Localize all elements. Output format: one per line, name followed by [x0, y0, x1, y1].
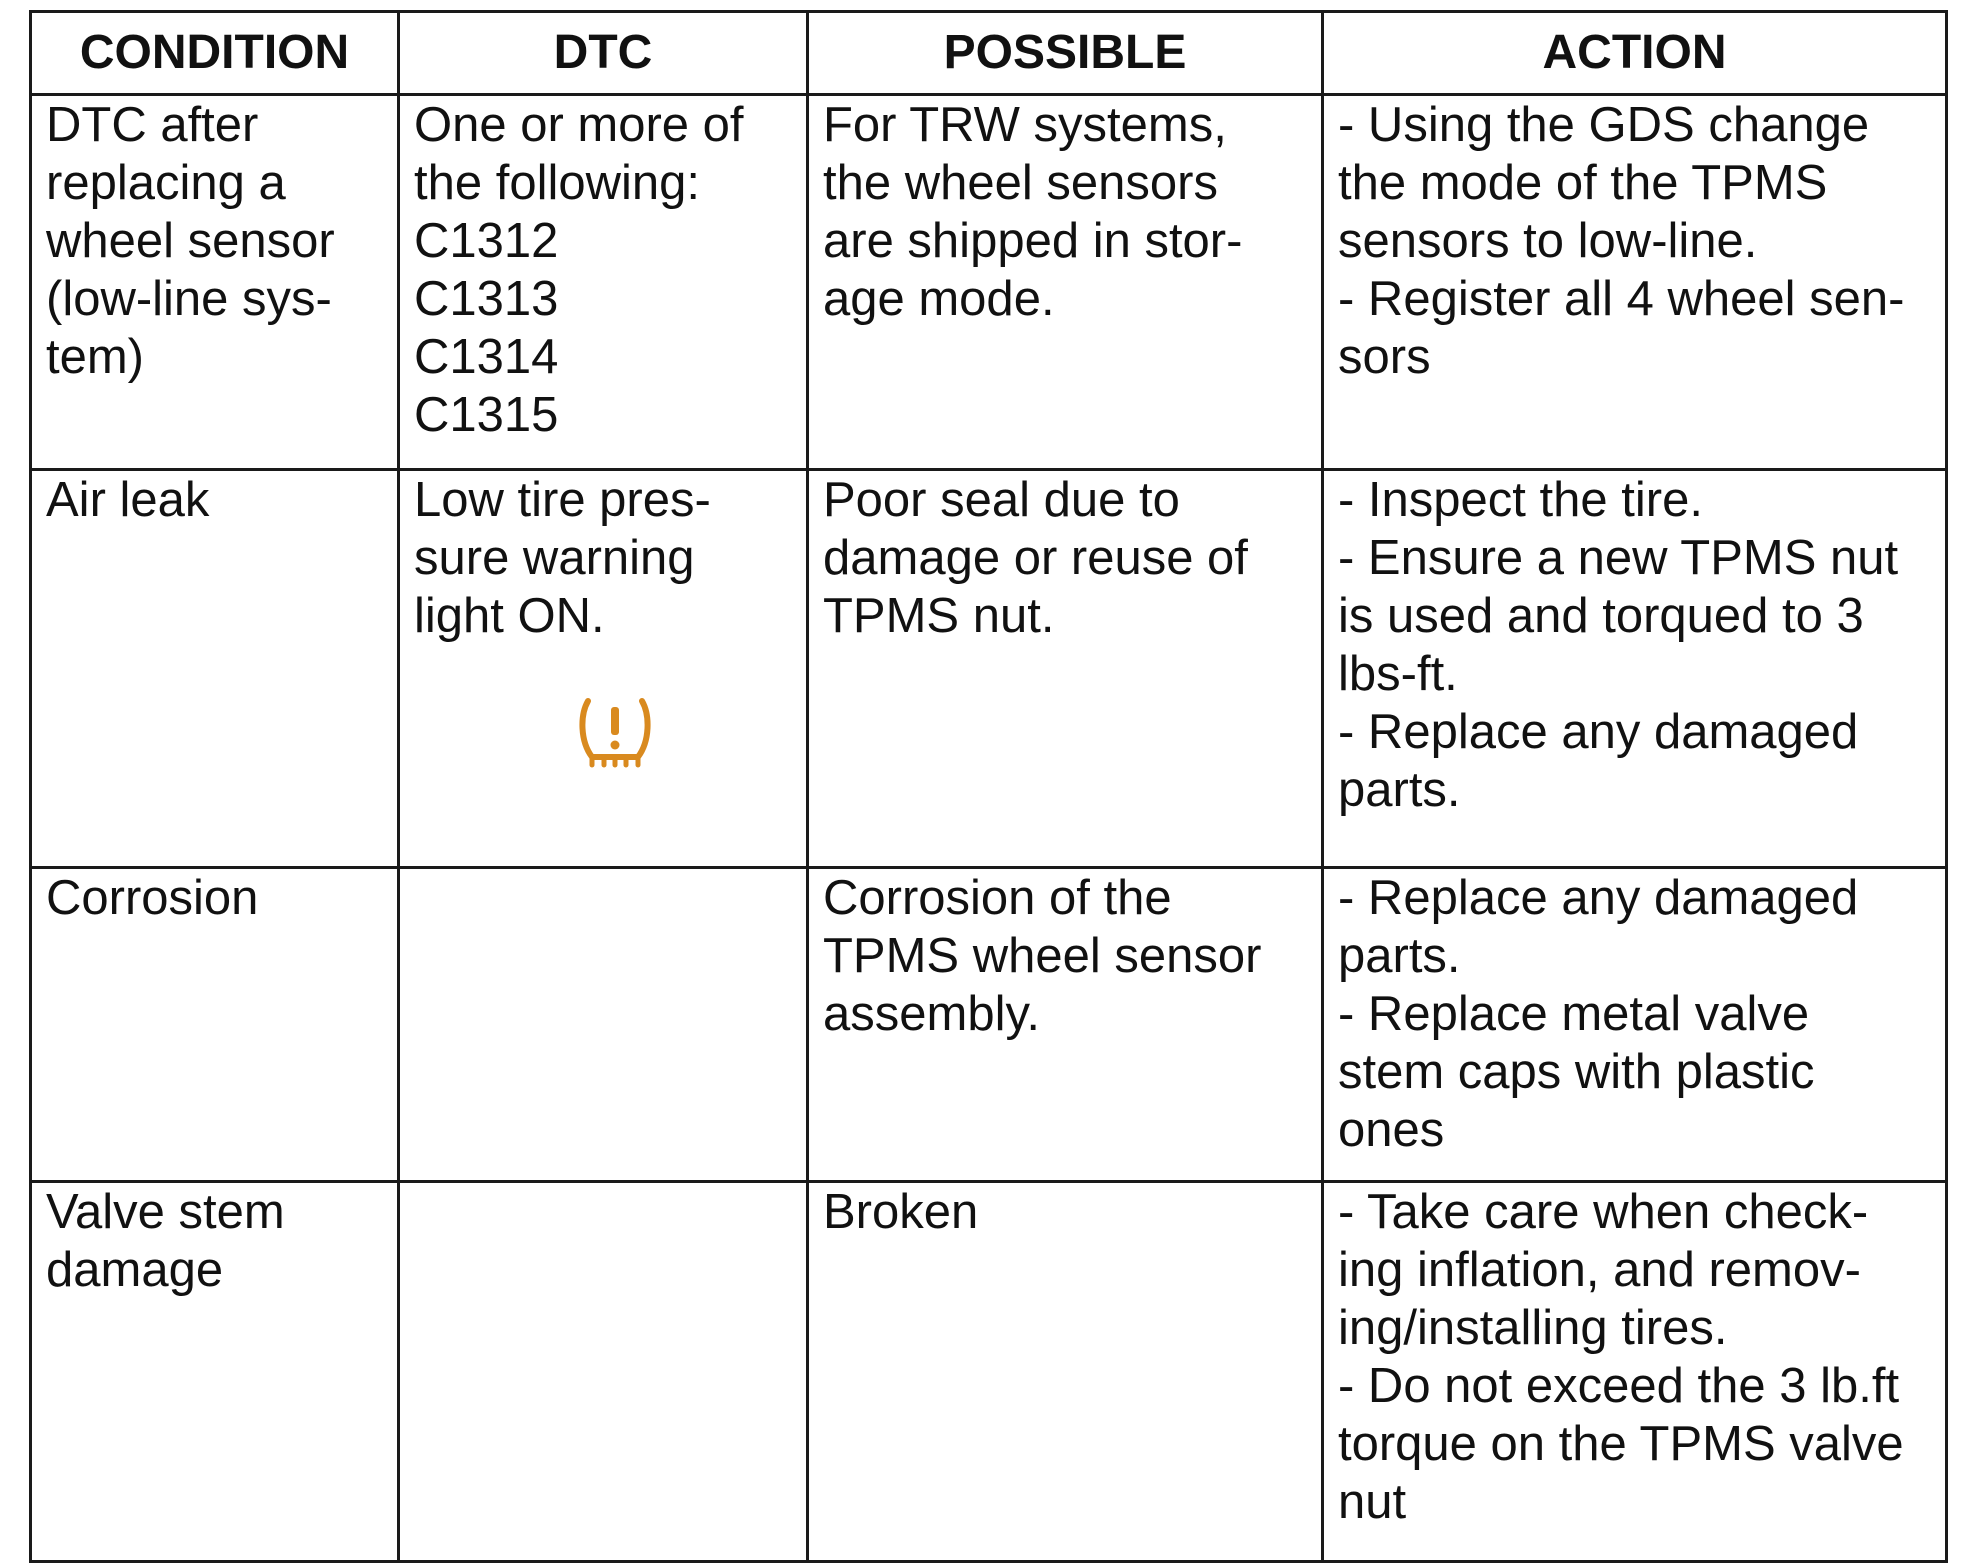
text-line: - Ensure a new TPMS nut	[1338, 531, 1899, 585]
tpms-troubleshooting-table	[29, 10, 1948, 1563]
text-line: (low-line sys-	[46, 272, 332, 326]
text-line: Corrosion	[46, 871, 259, 925]
condition-cell	[31, 868, 399, 1182]
text-line: the following:	[414, 156, 701, 210]
text-line: the wheel sensors	[823, 156, 1218, 210]
dtc-cell	[399, 95, 808, 470]
text-line: TPMS wheel sensor	[823, 929, 1262, 983]
header-row	[31, 12, 1947, 95]
text-line: damage	[46, 1243, 224, 1297]
text-line: replacing a	[46, 156, 286, 210]
text-line: Air leak	[46, 473, 210, 527]
text-line: age mode.	[823, 272, 1055, 326]
table-row	[31, 95, 1947, 470]
action-cell	[1323, 868, 1947, 1182]
text-line: sure warning	[414, 531, 695, 585]
text-line: For TRW systems,	[823, 98, 1227, 152]
header-possible: POSSIBLE	[808, 12, 1323, 95]
text-line: Corrosion of the	[823, 871, 1172, 925]
dtc-code: C1313	[414, 272, 559, 326]
dtc-cell	[399, 868, 808, 1182]
possible-cell	[808, 470, 1323, 868]
action-cell	[1323, 470, 1947, 868]
text-line: is used and torqued to 3	[1338, 589, 1864, 643]
text-line: sors	[1338, 330, 1431, 384]
tpms-icon-container	[414, 683, 792, 786]
tpms-warning-icon	[570, 683, 660, 773]
header-condition: CONDITION	[31, 12, 399, 95]
text-line: - Do not exceed the 3 lb.ft	[1338, 1359, 1900, 1413]
text-line: are shipped in stor-	[823, 214, 1243, 268]
condition-cell	[31, 95, 399, 470]
dtc-code: C1314	[414, 330, 559, 384]
text-line: TPMS nut.	[823, 589, 1055, 643]
table-row	[31, 868, 1947, 1182]
dtc-cell	[399, 470, 808, 868]
text-line: ing inflation, and remov-	[1338, 1243, 1861, 1297]
text-line: Poor seal due to	[823, 473, 1180, 527]
text-line: - Take care when check-	[1338, 1185, 1869, 1239]
text-line: torque on the TPMS valve	[1338, 1417, 1904, 1471]
dtc-cell	[399, 1182, 808, 1562]
text-line: wheel sensor	[46, 214, 335, 268]
condition-cell	[31, 470, 399, 868]
text-line: - Replace any damaged	[1338, 705, 1859, 759]
text-line: lbs-ft.	[1338, 647, 1458, 701]
dtc-code: C1315	[414, 388, 559, 442]
text-line: ones	[1338, 1103, 1445, 1157]
text-line: Valve stem	[46, 1185, 285, 1239]
text-line: nut	[1338, 1475, 1407, 1529]
text-line: - Replace metal valve	[1338, 987, 1810, 1041]
text-line: One or more of	[414, 98, 744, 152]
text-line: stem caps with plastic	[1338, 1045, 1815, 1099]
header-action: ACTION	[1323, 12, 1947, 95]
condition-cell	[31, 1182, 399, 1562]
text-line: tem)	[46, 330, 144, 384]
text-line: - Register all 4 wheel sen-	[1338, 272, 1905, 326]
text-line: the mode of the TPMS	[1338, 156, 1828, 210]
text-line: - Using the GDS change	[1338, 98, 1870, 152]
text-line: sensors to low-line.	[1338, 214, 1758, 268]
table-row	[31, 1182, 1947, 1562]
text-line: light ON.	[414, 589, 605, 643]
text-line: Low tire pres-	[414, 473, 711, 527]
text-line: parts.	[1338, 763, 1461, 817]
text-line: ing/installing tires.	[1338, 1301, 1728, 1355]
possible-cell	[808, 95, 1323, 470]
table-row	[31, 470, 1947, 868]
text-line: DTC after	[46, 98, 259, 152]
text-line: parts.	[1338, 929, 1461, 983]
text-line: Broken	[823, 1185, 979, 1239]
action-cell	[1323, 95, 1947, 470]
possible-cell	[808, 1182, 1323, 1562]
action-cell	[1323, 1182, 1947, 1562]
header-dtc: DTC	[399, 12, 808, 95]
text-line: damage or reuse of	[823, 531, 1248, 585]
dtc-code: C1312	[414, 214, 559, 268]
possible-cell	[808, 868, 1323, 1182]
text-line: assembly.	[823, 987, 1040, 1041]
text-line: - Inspect the tire.	[1338, 473, 1703, 527]
text-line: - Replace any damaged	[1338, 871, 1859, 925]
